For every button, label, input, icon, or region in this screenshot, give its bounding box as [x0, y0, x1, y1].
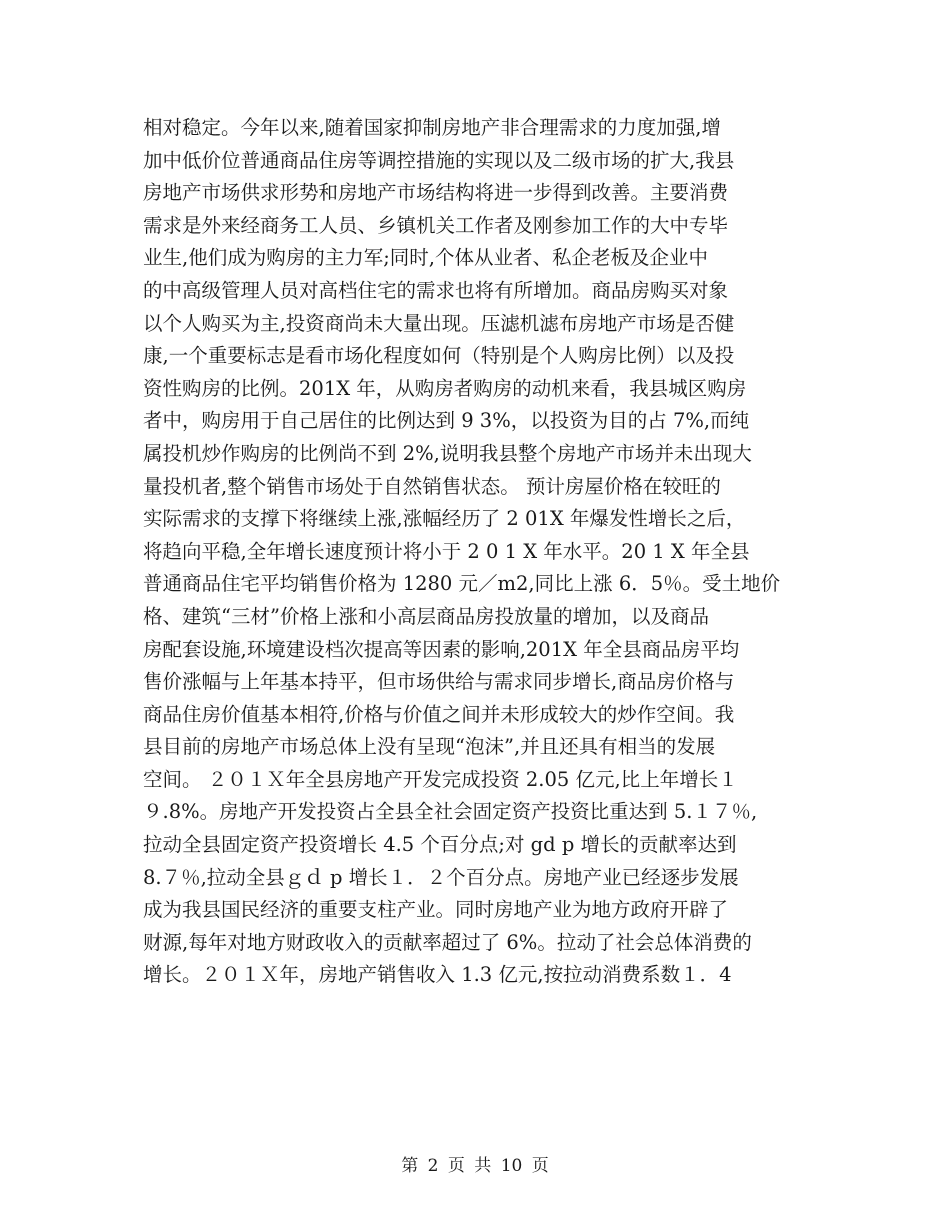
text-line: 以个人购买为主,投资商尚未大量出现。压滤机滤布房地产市场是否健: [143, 311, 735, 335]
text-line: 康,一个重要标志是看市场化程度如何（特别是个人购房比例）以及投: [143, 344, 735, 368]
page-number-footer: 第 2 页 共 10 页: [401, 1156, 549, 1176]
text-line: 加中低价位普通商品住房等调控措施的实现以及二级市场的扩大,我县: [143, 148, 735, 172]
text-line: 财源,每年对地方财政收入的贡献率超过了 6%。拉动了社会总体消费的: [143, 930, 752, 954]
text-line: 属投机炒作购房的比例尚不到 2%,说明我县整个房地产市场并未出现大: [143, 441, 752, 465]
text-line: 房配套设施,环境建设档次提高等因素的影响,201X 年全县商品房平均: [143, 637, 740, 661]
text-line: 8.７％,拉动全县ｇｄ p 增长１．２个百分点。房地产业已经逐步发展: [143, 865, 739, 889]
body-text: [143, 112, 823, 992]
text-line: 的中高级管理人员对高档住宅的需求也将有所增加。商品房购买对象: [143, 278, 729, 302]
text-line: 空间。 ２０１Ｘ年全县房地产开发完成投资 2.05 亿元,比上年增长１: [143, 767, 738, 791]
text-line: 将趋向平稳,全年增长速度预计将小于 2 0 1 X 年水平。20 1 X 年全县: [143, 539, 750, 563]
text-line: 业生,他们成为购房的主力军;同时,个体从业者、私企老板及企业中: [143, 246, 708, 270]
text-line: 增长。２０１Ｘ年，房地产销售收入 1.3 亿元,按拉动消费系数１．4: [143, 963, 732, 987]
text-line: 普通商品住宅平均销售价格为 1280 元／m2,同比上涨 6．5％。受土地价: [143, 572, 781, 596]
text-line: 者中，购房用于自己居住的比例达到 9 3%，以投资为目的占 7%,而纯: [143, 409, 750, 433]
text-line: 需求是外来经商务工人员、乡镇机关工作者及刚参加工作的大中专毕: [143, 213, 729, 237]
text-line: ９.8%。房地产开发投资占全县全社会固定资产投资比重达到 5.１７％,: [143, 800, 758, 824]
text-line: 拉动全县固定资产投资增长 4.5 个百分点;对 gd p 增长的贡献率达到: [143, 833, 737, 857]
text-line: 格、建筑“三材”价格上涨和小高层商品房投放量的增加，以及商品: [143, 604, 709, 628]
text-line: 房地产市场供求形势和房地产市场结构将进一步得到改善。主要消费: [143, 181, 729, 205]
text-line: 量投机者,整个销售市场处于自然销售状态。 预计房屋价格在较旺的: [143, 474, 721, 498]
text-line: 成为我县国民经济的重要支柱产业。同时房地产业为地方政府开辟了: [143, 898, 729, 922]
text-line: 商品住房价值基本相符,价格与价值之间并未形成较大的炒作空间。我: [143, 702, 735, 726]
text-line: 资性购房的比例。201X 年，从购房者购房的动机来看，我县城区购房: [143, 376, 747, 400]
text-line: 相对稳定。今年以来,随着国家抑制房地产非合理需求的力度加强,增: [143, 116, 721, 139]
text-line: 县目前的房地产市场总体上没有呈现“泡沫”,并且还具有相当的发展: [143, 735, 716, 759]
text-line: 实际需求的支撑下将继续上涨,涨幅经历了 2 01X 年爆发性增长之后，: [143, 507, 746, 531]
text-line: 售价涨幅与上年基本持平，但市场供给与需求同步增长,商品房价格与: [143, 670, 735, 694]
